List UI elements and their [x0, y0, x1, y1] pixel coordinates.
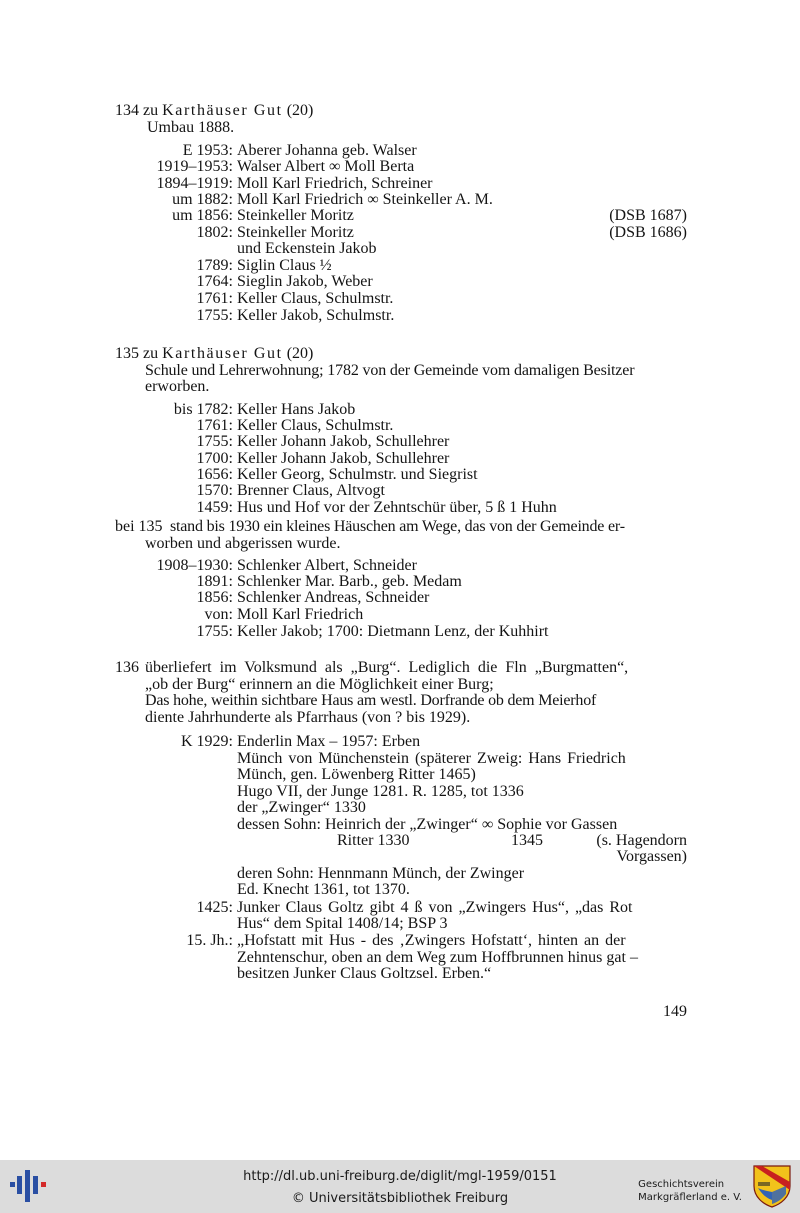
owner-text: Keller Georg, Schulmstr. und Siegrist [237, 466, 478, 483]
entry-note [145, 660, 687, 676]
entry-name: Karthäuser Gut [162, 102, 283, 119]
owner-text: 1345 [511, 832, 543, 849]
owner-date: 1755: [196, 623, 233, 640]
owner-text: Sieglin Jakob, Weber [237, 273, 373, 290]
owner-date: 1425: [196, 899, 233, 916]
owner-text: Keller Jakob; 1700: Dietmann Lenz, der Kuhhirt [237, 623, 549, 640]
owner-text: Moll Karl Friedrich [237, 606, 364, 623]
owner-date: 1570: [196, 482, 233, 499]
owner-text: besitzen Junker Claus Goltzsel. Erben.“ [237, 965, 492, 982]
entry-number: 135 [115, 345, 139, 362]
owner-date: 1700: [196, 450, 233, 467]
owner-text: „Hofstatt mit Hus - des ‚Zwingers Hofstatt‘, hinten an der [237, 932, 626, 949]
society-name-line: Geschichtsverein [638, 1179, 725, 1190]
owner-date: von: [204, 606, 233, 623]
owner-text: Walser Albert ∞ Moll Berta [237, 158, 415, 175]
entry-prefix: zu [143, 345, 159, 362]
entry-note: Umbau 1888. [147, 119, 235, 136]
owner-date: 1802: [196, 224, 233, 241]
owner-text: Enderlin Max – 1957: Erben [237, 733, 421, 750]
owner-text: Schlenker Mar. Barb., geb. Medam [237, 573, 462, 590]
owner-date: bis 1782: [173, 401, 233, 418]
owner-text: deren Sohn: Hennmann Münch, der Zwinger [237, 865, 525, 882]
owner-text: Keller Johann Jakob, Schullehrer [237, 433, 450, 450]
owner-text: Steinkeller Moritz [237, 224, 354, 241]
owner-date: 1761: [196, 417, 233, 434]
source-reference: (DSB 1686) [609, 224, 687, 241]
society-name-line: Markgräflerland e. V. [638, 1192, 742, 1203]
owner-date: 1761: [196, 290, 233, 307]
entry-number: bei 135 [115, 518, 163, 535]
owner-date: 1755: [196, 307, 233, 324]
coat-of-arms-icon[interactable] [752, 1164, 792, 1208]
entry-note: „ob der Burg“ erinnern an die Möglichkeit einer Burg; [145, 676, 494, 693]
owner-date: 1856: [196, 589, 233, 606]
entry-note: worben und abgerissen wurde. [145, 535, 341, 552]
owner-text: Vorgassen) [616, 848, 687, 865]
owner-text: dessen Sohn: Heinrich der „Zwinger“ ∞ Sophie vor Gassen [237, 816, 618, 833]
owner-text: Hus“ dem Spital 1408/14; BSP 3 [237, 915, 448, 932]
entry-number: 134 [115, 102, 139, 119]
entry-note: diente Jahrhunderte als Pfarrhaus (von ? bis 1929). [145, 709, 471, 726]
owner-date: 15. Jh.: [186, 932, 233, 949]
ub-freiburg-logo-icon[interactable] [4, 1168, 52, 1204]
owner-date: um 1882: [172, 191, 233, 208]
entry-heading [115, 346, 313, 362]
owner-date: 1894–1919: [156, 175, 233, 192]
entry-note: Das hohe, weithin sichtbare Haus am westl. Dorfrande ob dem Meierhof [145, 692, 597, 709]
owner-text: Keller Claus, Schulmstr. [237, 417, 394, 434]
owner-date: 1908–1930: [156, 557, 233, 574]
owner-date: 1891: [196, 573, 233, 590]
owner-text: Hus und Hof vor der Zehntschür über, 5 ß 1 Huhn [237, 499, 557, 516]
owner-date: 1459: [196, 499, 233, 516]
owner-text: Moll Karl Friedrich, Schreiner [237, 175, 433, 192]
entry-ref: (20) [286, 102, 314, 119]
entry-note: stand bis 1930 ein kleines Häuschen am Wege, das von der Gemeinde er- [170, 518, 625, 535]
entry-note: erworben. [145, 378, 210, 395]
owner-text: Brenner Claus, Altvogt [237, 482, 385, 499]
owner-date: 1755: [196, 433, 233, 450]
owner-text: der „Zwinger“ 1330 [237, 799, 366, 816]
owner-text: Aberer Johanna geb. Walser [237, 142, 417, 159]
owner-date: 1764: [196, 273, 233, 290]
owner-text: Junker Claus Goltz gibt 4 ß von „Zwingers Hus“, „das Rot [237, 899, 633, 916]
entry-name: Karthäuser Gut [162, 345, 283, 362]
owner-text: Keller Johann Jakob, Schullehrer [237, 450, 450, 467]
owner-text: und Eckenstein Jakob [237, 240, 377, 257]
text-line: überliefert im Volksmund als „Burg“. Lediglich die Fln „Burgmatten“, [145, 659, 629, 676]
owner-text: Schlenker Andreas, Schneider [237, 589, 430, 606]
owner-date: 1789: [196, 257, 233, 274]
owner-text: Steinkeller Moritz [237, 207, 354, 224]
footer-bar [0, 1160, 800, 1213]
owner-text: Münch von Münchenstein (späterer Zweig: Hans Friedrich [237, 750, 626, 767]
page-number: 149 [663, 1003, 687, 1020]
owner-text: Ritter 1330 [337, 832, 410, 849]
owner-date: um 1856: [172, 207, 233, 224]
entry-heading [115, 103, 313, 119]
owner-date: E 1953: [182, 142, 233, 159]
owner-date: K 1929: [181, 733, 233, 750]
owner-text: Keller Hans Jakob [237, 401, 356, 418]
owner-text: Hugo VII, der Junge 1281. R. 1285, tot 1336 [237, 783, 524, 800]
entry-prefix: zu [143, 102, 159, 119]
owner-date: 1919–1953: [156, 158, 233, 175]
document-url-link[interactable]: http://dl.ub.uni-freiburg.de/diglit/mgl-1959/0151 [243, 1169, 557, 1184]
owner-text: (s. Hagendorn [596, 832, 687, 849]
owner-text: Keller Jakob, Schulmstr. [237, 307, 395, 324]
owner-text: Schlenker Albert, Schneider [237, 557, 417, 574]
owner-text: Keller Claus, Schulmstr. [237, 290, 394, 307]
owner-date: 1656: [196, 466, 233, 483]
owner-text: Zehntenschur, oben an dem Weg zum Hoffbrunnen hinus gat – [237, 949, 638, 966]
copyright-text: © Universitätsbibliothek Freiburg [291, 1191, 509, 1206]
owner-text: Ed. Knecht 1361, tot 1370. [237, 881, 410, 898]
entry-note: Schule und Lehrerwohnung; 1782 von der Gemeinde vom damaligen Besitzer [145, 362, 635, 379]
owner-text: Moll Karl Friedrich ∞ Steinkeller A. M. [237, 191, 493, 208]
owner-text: Münch, gen. Löwenberg Ritter 1465) [237, 766, 476, 783]
source-reference: (DSB 1687) [609, 207, 687, 224]
owner-text: Siglin Claus ½ [237, 257, 332, 274]
entry-number: 136 [115, 659, 139, 676]
society-name[interactable] [638, 1178, 742, 1204]
entry-ref: (20) [286, 345, 314, 362]
